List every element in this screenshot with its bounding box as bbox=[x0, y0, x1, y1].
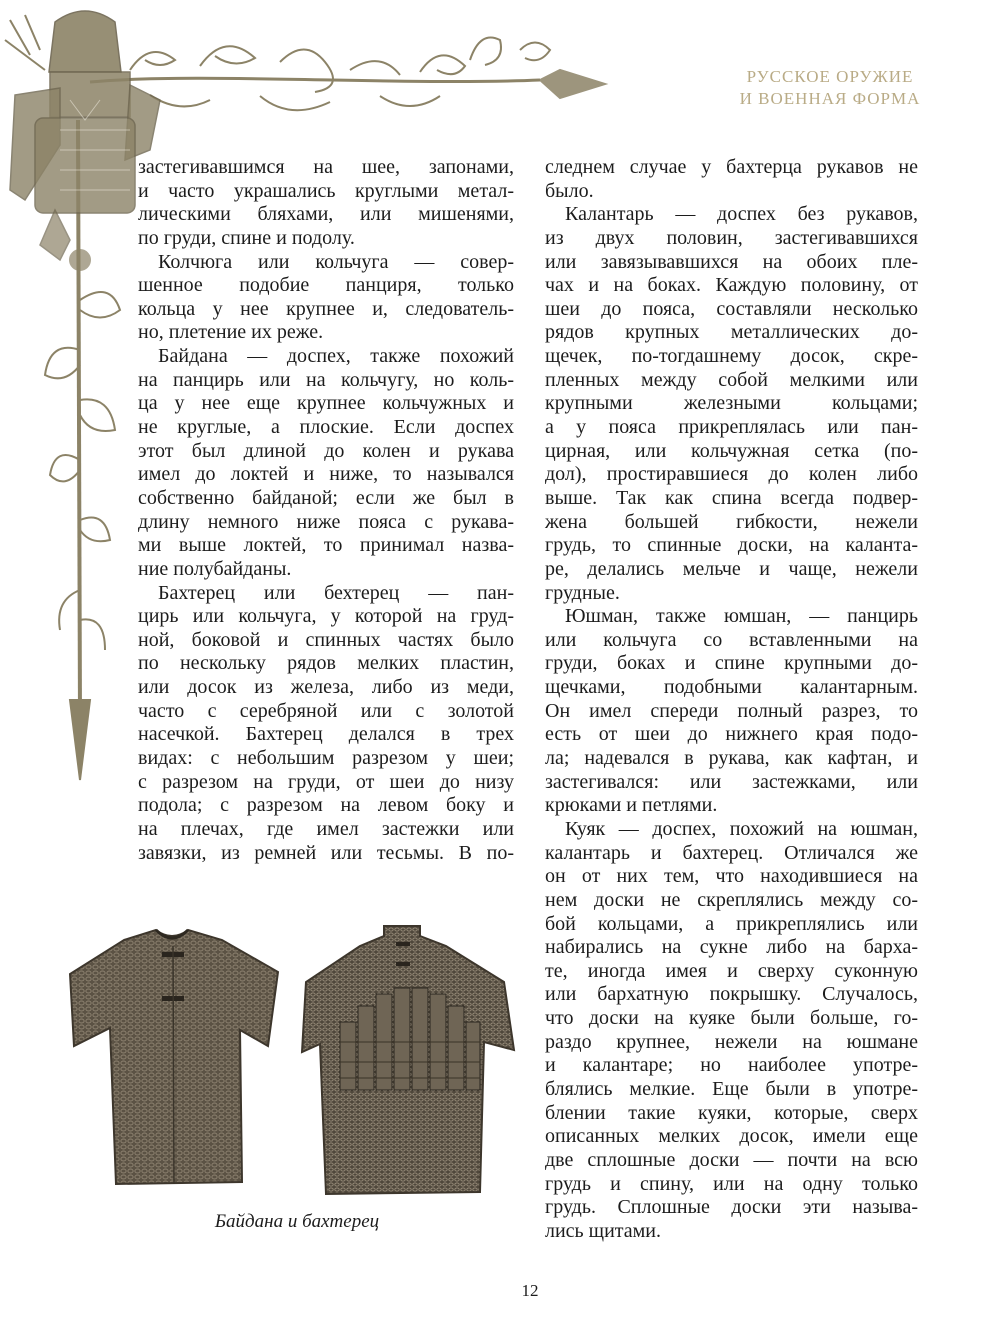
text-line: цирь или кольчуга, у которой на груд- bbox=[138, 605, 514, 628]
text-line: ца у нее еще крупнее кольчужных и bbox=[138, 392, 514, 415]
figure-caption: Байдана и бахтерец bbox=[214, 1211, 380, 1232]
text-line: длину немного ниже пояса с рукава- bbox=[138, 510, 514, 533]
text-line: раздо крупнее, нежели на юшмане bbox=[545, 1030, 918, 1053]
text-line: не круглые, а плоские. Если доспех bbox=[138, 416, 514, 439]
text-line: набирались на сукне либо на барха- bbox=[545, 936, 918, 959]
text-line: Юшман, также юмшан, — панцирь bbox=[565, 605, 918, 628]
text-line: груди, боках и спине крупными до- bbox=[545, 652, 918, 675]
text-line: и калантаре; но наиболее употре- bbox=[545, 1054, 918, 1077]
text-line: Бахтерец или бехтерец — пан- bbox=[158, 581, 514, 604]
text-line: но, плетение их реже. bbox=[138, 321, 324, 344]
text-line: подола; с разрезом на левом боку и bbox=[138, 794, 514, 817]
text-line: на плечах, где имел застежки или bbox=[138, 817, 514, 840]
text-line: или завязывавшихся на обоих пле- bbox=[545, 250, 918, 273]
text-line: дол), простиравшиеся до колен либо bbox=[545, 463, 918, 486]
text-line: ми выше локтей, то принимал назва- bbox=[138, 534, 514, 557]
text-line: калантарь и бахтерец. Отличался же bbox=[545, 841, 918, 864]
text-line: ре, делались мельче и чаще, нежели bbox=[545, 557, 918, 580]
text-line: грудь и спину, или на одну только bbox=[545, 1172, 918, 1195]
left-text-column bbox=[138, 156, 514, 865]
text-line: на панцирь или на кольчугу, но коль- bbox=[138, 368, 514, 391]
running-head bbox=[715, 66, 945, 110]
text-line: что доски на куяке были больше, го- bbox=[545, 1007, 918, 1030]
running-head-line-1: РУССКОЕ ОРУЖИЕ bbox=[746, 67, 914, 86]
text-line: и часто украшались круглыми метал- bbox=[138, 179, 514, 202]
page-number: 12 bbox=[521, 1281, 539, 1300]
text-line: чах и на боках. Каждую половину, от bbox=[545, 274, 918, 297]
text-line: по груди, спине и подолу. bbox=[138, 226, 355, 249]
text-line: видах: с небольшим разрезом у шеи; bbox=[138, 747, 514, 770]
bakhterets-armor-icon bbox=[302, 926, 514, 1194]
text-line: есть от шеи до нижнего края подо- bbox=[545, 723, 918, 746]
text-line: крюками и петлями. bbox=[545, 794, 718, 817]
text-line: выше. Так как спина всегда подвер- bbox=[545, 486, 918, 509]
text-line: насечкой. Бахтерец делался в трех bbox=[138, 723, 514, 746]
text-line: завязки, из ремней или тесьмы. В по- bbox=[138, 841, 514, 864]
text-line: Колчюга или кольчуга — совер- bbox=[158, 250, 514, 273]
text-line: бой кольцами, а прикреплялись или bbox=[545, 912, 918, 935]
text-line: Он имел спереди полный разрез, то bbox=[545, 699, 918, 722]
text-line: блении такие куяки, которые, сверх bbox=[545, 1101, 918, 1124]
text-line: лись щитами. bbox=[545, 1219, 662, 1242]
text-line: грудные. bbox=[545, 581, 620, 604]
text-line: застегивался: или застежками, или bbox=[545, 770, 918, 793]
text-line: жена большей гибкости, нежели bbox=[545, 510, 918, 533]
text-line: а у пояса прикреплялась или пан- bbox=[545, 416, 918, 439]
text-line: ние полубайданы. bbox=[138, 557, 292, 580]
text-line: грудь. Сплошные доски эти называ- bbox=[545, 1196, 918, 1219]
text-line: щечками, подобными калантарным. bbox=[545, 676, 918, 699]
text-line: щечек, по-тогдашнему досок, скре- bbox=[545, 345, 918, 368]
text-line: по нескольку рядов мелких пластин, bbox=[138, 652, 514, 675]
text-line: с разрезом на груди, от шеи до низу bbox=[138, 770, 514, 793]
text-line: этот был длиной до колен и рукава bbox=[138, 439, 514, 462]
text-line: блялись мелкие. Еще были в употре- bbox=[545, 1077, 918, 1100]
text-line: собственно байданой; если же был в bbox=[138, 486, 514, 509]
text-line: цирная, или кольчужная сетка (по- bbox=[545, 439, 918, 462]
armor-illustration bbox=[64, 922, 520, 1198]
text-line: грудь, то спинные доски, на каланта- bbox=[545, 534, 918, 557]
text-line: или бархатную покрышку. Случалось, bbox=[545, 983, 918, 1006]
right-text-column bbox=[545, 156, 918, 1243]
text-line: застегивавшимся на шее, запонами, bbox=[138, 156, 514, 178]
text-line: описанных мелких досок, имели еще bbox=[545, 1125, 918, 1148]
text-line: или досок из железа, либо из меди, bbox=[138, 676, 514, 699]
text-line: две сплошные доски — почти на всю bbox=[545, 1148, 918, 1171]
text-line: шенное подобие панциря, только bbox=[138, 274, 514, 297]
text-line: лическими бляхами, или мишенями, bbox=[138, 203, 514, 226]
text-line: те, иногда имея и сверху суконную bbox=[545, 959, 918, 982]
text-line: часто с серебряной или с золотой bbox=[138, 699, 514, 722]
text-line: из двух половин, застегивавшихся bbox=[545, 226, 918, 249]
text-line: пленных между собой мелкими или bbox=[545, 368, 918, 391]
text-line: крупными железными кольцами; bbox=[545, 392, 918, 415]
baidana-shirt-icon bbox=[70, 930, 278, 1184]
text-line: ла; надевался в рукава, как кафтан, и bbox=[545, 747, 918, 770]
text-line: он от них тем, что находившиеся на bbox=[545, 865, 918, 888]
text-line: Калантарь — доспех без рукавов, bbox=[565, 203, 918, 226]
text-line: нем доски не скреплялись между со- bbox=[545, 888, 918, 911]
text-line: Куяк — доспех, похожий на юшман, bbox=[565, 817, 918, 840]
text-line: Байдана — доспех, также похожий bbox=[158, 345, 514, 368]
running-head-line-2: И ВОЕННАЯ ФОРМА bbox=[739, 89, 921, 108]
text-line: рядов крупных металлических до- bbox=[545, 321, 918, 344]
text-line: имел до локтей и ниже, то назывался bbox=[138, 463, 514, 486]
text-line: или кольчуга со вставленными на bbox=[545, 628, 918, 651]
text-line: ной, боковой и спинных частях было bbox=[138, 628, 514, 651]
text-line: кольца у нее крупнее и, следователь- bbox=[138, 297, 514, 320]
text-line: было. bbox=[545, 179, 594, 202]
text-line: следнем случае у бахтерца рукавов не bbox=[545, 156, 918, 178]
text-line: шеи до пояса, составляли несколько bbox=[545, 297, 918, 320]
